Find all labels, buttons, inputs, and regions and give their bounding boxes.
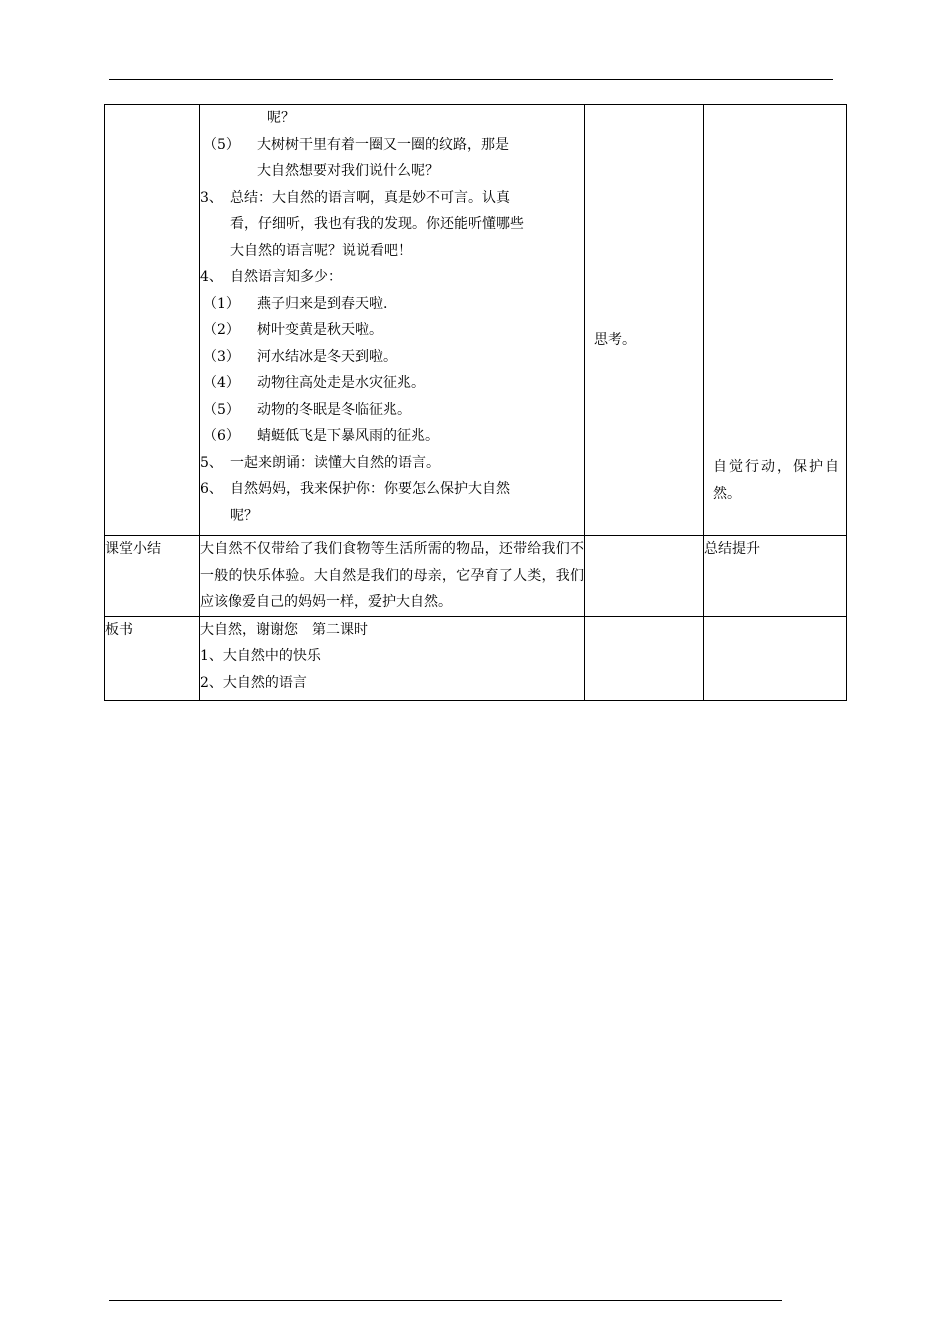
table-row: [105, 536, 847, 617]
lesson-plan-table: [104, 104, 847, 701]
list-item: （3） 河水结冰是冬天到啦。: [203, 348, 397, 365]
summary-content: 大自然不仅带给了我们食物等生活所需的物品，还带给我们不一般的快乐体验。大自然是我们的母亲，它孕育了人类，我们应该像爱自己的妈妈一样，爱护大自然。: [200, 536, 585, 617]
empty-cell: [585, 616, 704, 701]
list-item: 6、 自然妈妈，我来保护你：你要怎么保护大自然: [200, 481, 510, 497]
board-title: 大自然，谢谢您 第二课时: [200, 621, 368, 638]
list-item: （4） 动物往高处走是水灾征兆。: [203, 375, 425, 391]
table-row: [105, 105, 847, 536]
continuation-text: 呢？: [267, 110, 295, 126]
board-line: 2、大自然的语言: [200, 674, 307, 691]
student-activity-cell: [585, 105, 704, 536]
empty-cell: [585, 536, 704, 617]
row-label-board: 板书: [105, 616, 200, 701]
empty-cell: [704, 616, 847, 701]
list-item: 4、 自然语言知多少：: [200, 269, 342, 285]
design-intent-text: 自觉行动，保护自然。: [713, 459, 839, 502]
list-item: （5） 动物的冬眠是冬临征兆。: [203, 401, 411, 418]
list-item: （6） 蜻蜓低飞是下暴风雨的征兆。: [203, 428, 439, 444]
list-item: （2） 树叶变黄是秋天啦。: [203, 322, 383, 338]
list-item: 3、 总结：大自然的语言啊，真是妙不可言。认真: [200, 189, 510, 206]
header-rule: [109, 79, 833, 80]
footer-rule: [109, 1300, 782, 1301]
list-item: （5） 大树树干里有着一圈又一圈的纹路，那是: [203, 136, 509, 153]
summary-intent: 总结提升: [704, 536, 847, 617]
student-activity-text: 思考。: [594, 332, 636, 348]
list-item: 5、 一起来朗诵：读懂大自然的语言。: [200, 454, 440, 471]
list-item: （1） 燕子归来是到春天啦.: [203, 295, 388, 312]
table-row: [105, 616, 847, 701]
design-intent-cell: [704, 105, 847, 536]
board-content: [200, 616, 585, 701]
row-label-summary: 课堂小结: [105, 536, 200, 617]
row-label-cell: [105, 105, 200, 536]
board-line: 1、大自然中的快乐: [200, 648, 321, 664]
teaching-process-cell: 呢？ （5） 大树树干里有着一圈又一圈的纹路，那是 大自然想要对我们说什么呢？ 3、 总结：大自然的语言啊，真是妙不可言。认真 看，仔细听，我也有我的发现。你还能听懂哪些 大自然的语言呢？说说看吧！ 4、 自然语言知多少： （1） 燕子归来是到春天啦. （2） 树叶变黄是秋天啦。 （3） 河水结冰是冬天到啦。 （4） 动物往高处走是水灾征兆。 （5） 动物的冬眠是冬临征兆。 （6） 蜻蜓低飞是下暴风雨的征兆。 5、 一起来朗诵：读懂大自然的语言。 6、 自然妈妈，我来保护你：你要怎么保护大自然 呢？: [200, 105, 585, 536]
